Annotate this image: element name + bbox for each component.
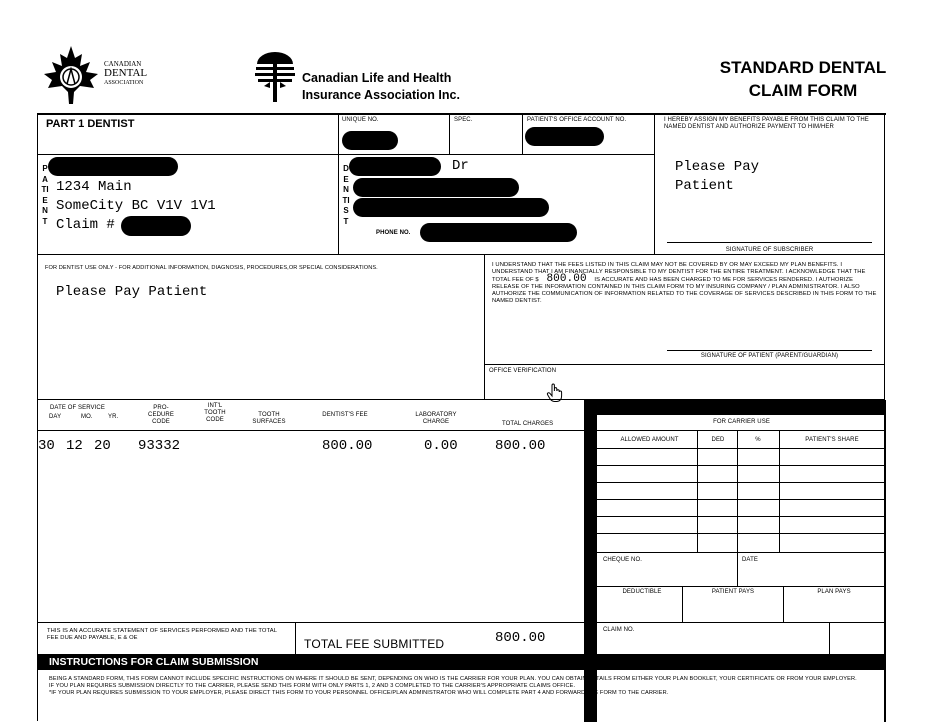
patient-claim-prefix: Claim # bbox=[56, 217, 115, 233]
understand-fee: 800.00 bbox=[546, 273, 587, 285]
patient-vertical-label: PATIENT bbox=[41, 164, 49, 226]
day-header: DAY bbox=[49, 414, 62, 420]
cda-logo bbox=[40, 44, 170, 106]
form-title bbox=[708, 56, 898, 102]
understand-text2-pre: I ACKNOWLEDGE THAT THE TOTAL FEE OF $ bbox=[492, 269, 866, 283]
clhia-logo bbox=[254, 52, 484, 104]
total-charges-header: TOTAL CHARGES bbox=[502, 421, 554, 427]
deductible-label: DEDUCTIBLE bbox=[622, 589, 662, 595]
understand-text3: I AUTHORIZE RELEASE OF THE INFORMATION CONTAINED IN THIS CLAIM FORM TO MY INSURING COMPANY / PLAN ADMINISTRATOR. I ALSO AUTHORIZE THE COMMUNICATION OF INFORMATION RELATED TO THE COVERAGE OF SERVICES DESCRIBED IN THIS FORM TO THE NAMED DENTIST. bbox=[492, 277, 877, 304]
patient-pays-label: PATIENT PAYS bbox=[711, 589, 755, 595]
service-day: 30 bbox=[38, 438, 55, 454]
clhia-emblem-icon bbox=[254, 52, 296, 104]
form-title-line2: CLAIM FORM bbox=[748, 81, 858, 100]
unique-no-label: UNIQUE NO. bbox=[342, 117, 379, 123]
phone-redacted bbox=[420, 223, 577, 242]
procedure-header: PRO-CEDURE CODE bbox=[148, 405, 174, 425]
cheque-no-label: CHEQUE NO. bbox=[603, 557, 643, 563]
instructions-line2: IF YOU PLAN REQUIRES SUBMISSION DIRECTLY TO THE CARRIER, PLEASE SEND THIS FORM WITH ONLY PARTS 1, 2 AND 3 COMPLETED TO THE CARRIER'S APPROPRIATE CLAIMS OFFICE. bbox=[49, 683, 576, 689]
service-lab: 0.00 bbox=[424, 438, 458, 454]
service-yr: 20 bbox=[94, 438, 111, 454]
unique-no-redacted bbox=[342, 131, 398, 150]
form-title-line1: STANDARD DENTAL bbox=[719, 58, 887, 77]
share-header: PATIENT'S SHARE bbox=[805, 437, 859, 443]
instructions-line3: *IF YOUR PLAN REQUIRES SUBMISSION TO YOUR EMPLOYER, PLEASE DIRECT THIS FORM TO YOUR PERSONNEL OFFICE/PLAN ADMINISTRATOR WHO WILL COMPLETE PART 4 AND FORWARD THE FORM TO THE CARRIER. bbox=[49, 690, 669, 696]
office-account-redacted bbox=[525, 127, 604, 146]
mo-header: MO. bbox=[81, 414, 93, 420]
accurate-statement: THIS IS AN ACCURATE STATEMENT OF SERVICES PERFORMED AND THE TOTAL FEE DUE AND PAYABLE, E & OE bbox=[47, 628, 277, 641]
patient-signature-label: SIGNATURE OF PATIENT (PARENT/GUARDIAN) bbox=[700, 353, 839, 359]
spec-label: SPEC. bbox=[454, 117, 473, 123]
clhia-line1: Canadian Life and Health bbox=[302, 71, 452, 85]
dentist-address1-redacted bbox=[353, 178, 519, 197]
patient-name-redacted bbox=[48, 157, 178, 176]
maple-leaf-icon bbox=[40, 44, 102, 106]
date-of-service-header: DATE OF SERVICE bbox=[50, 405, 105, 411]
office-verification-label: OFFICE VERIFICATION bbox=[489, 368, 557, 374]
carrier-left-bar bbox=[584, 400, 597, 722]
plan-pays-label: PLAN PAYS bbox=[817, 589, 851, 595]
assign-pay-line2: Patient bbox=[675, 178, 734, 194]
patient-address-line1: 1234 Main bbox=[56, 179, 132, 195]
yr-header: YR. bbox=[108, 414, 119, 420]
assign-text: I HEREBY ASSIGN MY BENEFITS PAYABLE FROM THIS CLAIM TO THE NAMED DENTIST AND AUTHORIZE PAYMENT TO HIM/HER bbox=[664, 117, 869, 130]
dentist-title: Dr bbox=[452, 158, 469, 174]
cda-line3: ASSOCIATION bbox=[104, 80, 144, 86]
dentist-use-note: Please Pay Patient bbox=[56, 284, 208, 300]
claim-number-redacted bbox=[121, 216, 191, 236]
phone-label: PHONE NO. bbox=[376, 230, 411, 236]
patient-address-line2: SomeCity BC V1V 1V1 bbox=[56, 198, 216, 214]
service-row bbox=[38, 438, 578, 458]
cda-line2: DENTAL bbox=[104, 67, 148, 79]
dentist-name-redacted bbox=[349, 157, 441, 176]
pct-header: % bbox=[755, 437, 761, 443]
total-fee-value: 800.00 bbox=[495, 630, 546, 646]
intl-tooth-header: INT'L TOOTH CODE bbox=[204, 403, 226, 423]
service-mo: 12 bbox=[66, 438, 83, 454]
understand-text2-post: IS ACCURATE AND HAS BEEN CHARGED TO ME FOR SERVICES RENDERED. bbox=[594, 277, 814, 283]
allowed-amount-header: ALLOWED AMOUNT bbox=[620, 437, 679, 443]
carrier-title: FOR CARRIER USE bbox=[713, 419, 770, 425]
service-total: 800.00 bbox=[495, 438, 546, 454]
date-label: DATE bbox=[742, 557, 758, 563]
office-account-label: PATIENT'S OFFICE ACCOUNT NO. bbox=[527, 117, 627, 123]
service-code: 93332 bbox=[138, 438, 181, 454]
subscriber-signature-label: SIGNATURE OF SUBSCRIBER bbox=[725, 247, 814, 253]
instructions-line1: BEING A STANDARD FORM, THIS FORM CANNOT INCLUDE SPECIFIC INSTRUCTIONS ON WHERE IT SHOULD BE SENT, DEPENDING ON WHO IS THE CARRIER FOR YOUR PLAN. YOU CAN OBTAIN DETAILS FROM EITHER YOUR PLAN BOOKLET, YOUR CERTIFICATE OR FROM YOUR EMPLOYER. bbox=[49, 676, 857, 682]
dentist-address2-redacted bbox=[353, 198, 549, 217]
understand-text bbox=[492, 262, 882, 305]
dentist-vertical-label: DENTIST bbox=[342, 164, 350, 226]
dentist-fee-header: DENTIST'S FEE bbox=[322, 412, 368, 418]
service-fee: 800.00 bbox=[322, 438, 373, 454]
hand-cursor-icon bbox=[546, 383, 564, 403]
instructions-title: INSTRUCTIONS FOR CLAIM SUBMISSION bbox=[49, 656, 259, 668]
tooth-surfaces-header: TOOTH SURFACES bbox=[252, 412, 286, 425]
dentist-use-label: FOR DENTIST USE ONLY - FOR ADDITIONAL INFORMATION, DIAGNOSIS, PROCEDURES,OR SPECIAL CONSIDERATIONS. bbox=[45, 265, 378, 271]
lab-charge-header: LABORATORY CHARGE bbox=[415, 412, 457, 425]
cda-line1: CANADIAN bbox=[104, 60, 142, 68]
claim-no-label: CLAIM NO. bbox=[603, 627, 635, 633]
assign-pay-line1: Please Pay bbox=[675, 159, 760, 175]
ded-header: DED bbox=[711, 437, 725, 443]
part1-title: PART 1 DENTIST bbox=[46, 118, 135, 130]
carrier-header-bar bbox=[584, 400, 885, 415]
understand-text1: I UNDERSTAND THAT THE FEES LISTED IN THIS CLAIM MAY NOT BE COVERED BY OR MAY EXCEED MY PLAN BENEFITS. I UNDERSTAND THAT I AM FINANCIALLY RESPONSIBLE TO MY DENTIST FOR THE ENTIRE TREATMENT. bbox=[492, 262, 843, 275]
clhia-line2: Insurance Association Inc. bbox=[302, 88, 460, 102]
total-fee-label: TOTAL FEE SUBMITTED bbox=[304, 637, 445, 651]
